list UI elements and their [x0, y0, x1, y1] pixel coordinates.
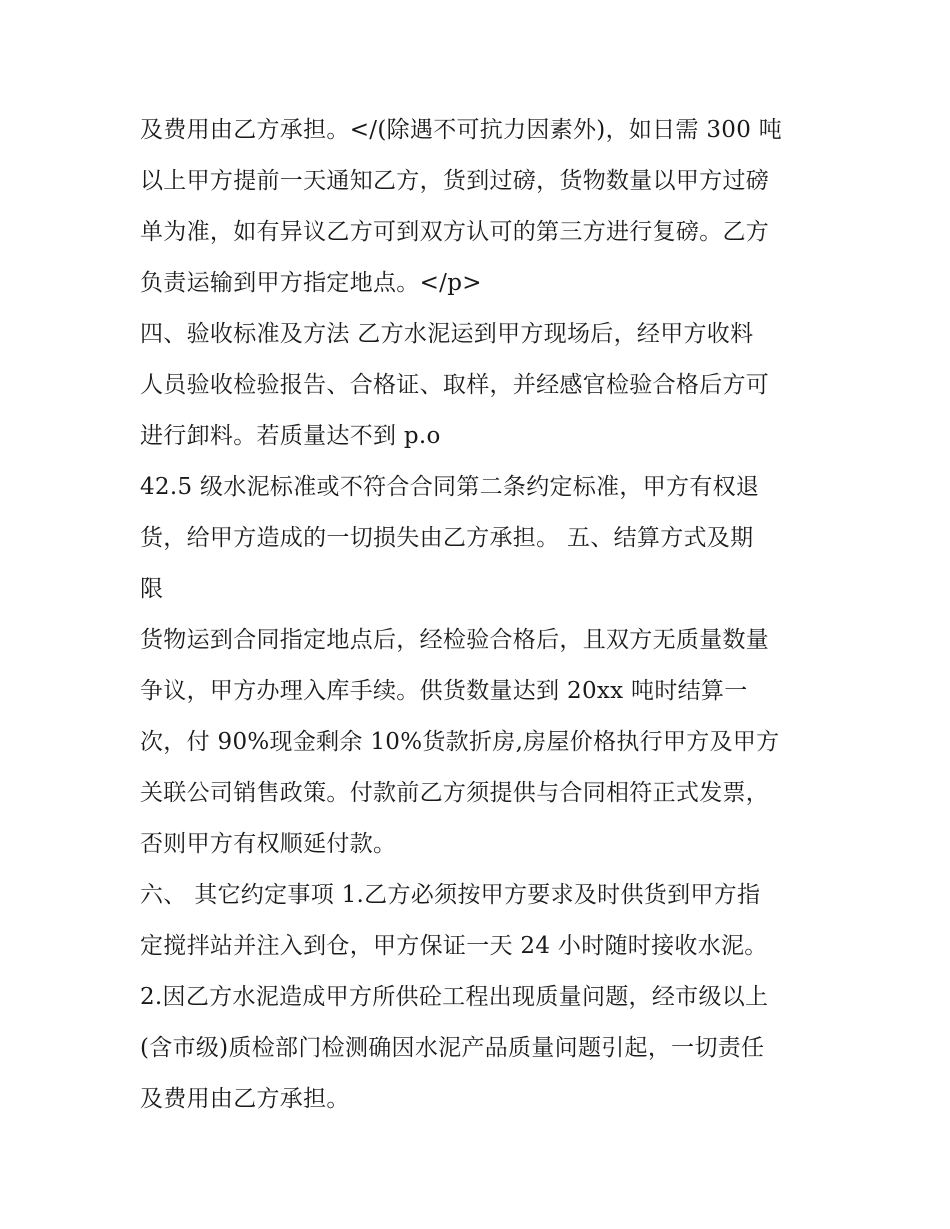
text-line: 货，给甲方造成的一切损失由乙方承担。 五、结算方式及期	[140, 525, 754, 551]
text-line: 定搅拌站并注入到仓，甲方保证一天 24 小时随时接收水泥。	[140, 933, 768, 959]
text-line: 负责运输到甲方指定地点。</p>	[140, 270, 482, 296]
text-line: 关联公司销售政策。付款前乙方须提供与合同相符正式发票，	[140, 780, 770, 806]
text-line: 单为准，如有异议乙方可到双方认可的第三方进行复磅。乙方	[140, 219, 770, 245]
text-line: 及费用由乙方承担。</(除遇不可抗力因素外)，如日需 300 吨	[140, 117, 783, 143]
text-line: 货物运到合同指定地点后，经检验合格后，且双方无质量数量	[140, 627, 770, 653]
text-line: 否则甲方有权顺延付款。	[140, 831, 397, 857]
text-line: 及费用由乙方承担。	[140, 1086, 350, 1112]
text-line: (含市级)质检部门检测确因水泥产品质量问题引起，一切责任	[140, 1035, 765, 1061]
text-line: 限	[140, 576, 164, 602]
text-line: 以上甲方提前一天通知乙方，货到过磅，货物数量以甲方过磅	[140, 168, 770, 194]
section-heading-line: 六、 其它约定事项 1.乙方必须按甲方要求及时供货到甲方指	[140, 882, 761, 908]
text-line: 次，付 90%现金剩余 10%货款折房,房屋价格执行甲方及甲方	[140, 729, 780, 755]
text-line: 42.5 级水泥标准或不符合合同第二条约定标准，甲方有权退	[140, 474, 760, 500]
text-line: 人员验收检验报告、合格证、取样，并经感官检验合格后方可	[140, 372, 770, 398]
text-line: 2.因乙方水泥造成甲方所供砼工程出现质量问题，经市级以上	[140, 984, 769, 1010]
section-heading-line: 四、验收标准及方法 乙方水泥运到甲方现场后，经甲方收料	[140, 321, 754, 347]
text-line: 进行卸料。若质量达不到 p.o	[140, 423, 441, 449]
text-line: 争议，甲方办理入库手续。供货数量达到 20xx 吨时结算一	[140, 678, 748, 704]
